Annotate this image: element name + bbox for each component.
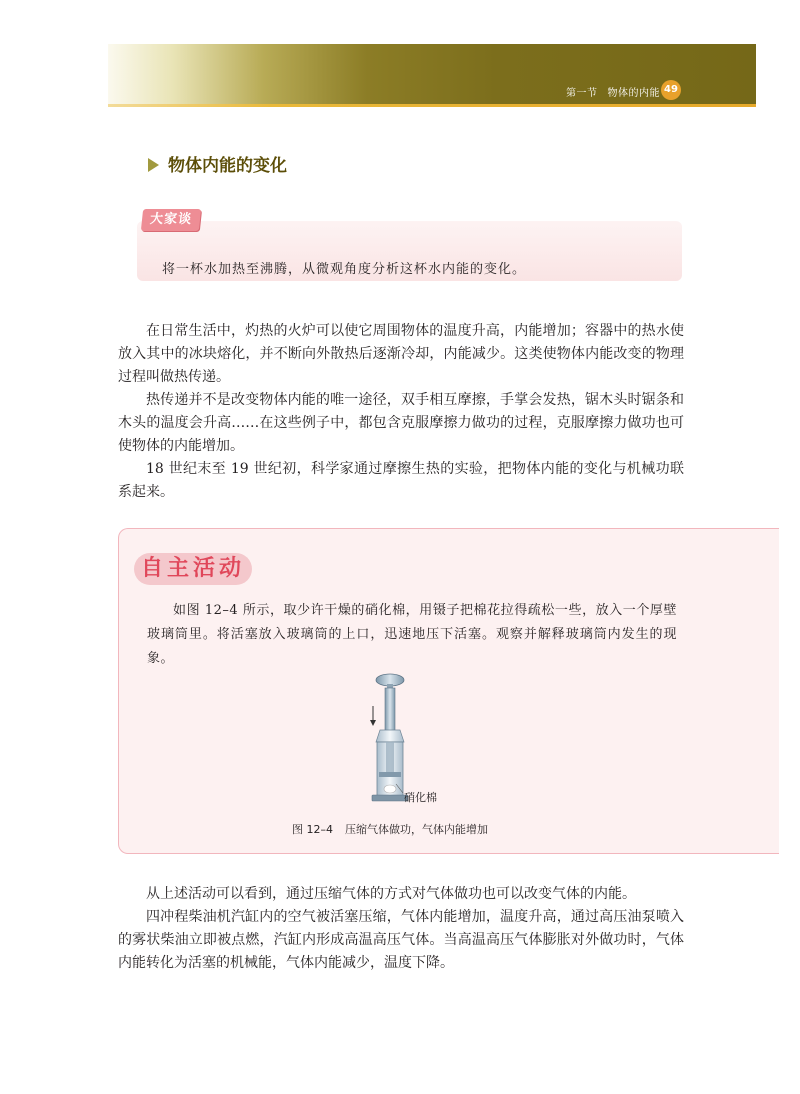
cotton-ball: [384, 785, 396, 793]
piston-head: [379, 772, 401, 777]
figure-number: 图 12–4: [292, 823, 333, 836]
figure-caption: [292, 821, 488, 837]
paragraph: 在日常生活中，灼热的火炉可以使它周围物体的温度升高，内能增加；容器中的热水使放入其中的冰块熔化，并不断向外散热后逐渐冷却，内能减少。这类使物体内能改变的物理过程叫做热传递。: [118, 323, 684, 385]
running-header: [566, 84, 660, 99]
paragraph: 18 世纪末至 19 世纪初，科学家通过摩擦生热的实验，把物体内能的变化与机械功联系起来。: [118, 461, 684, 500]
discussion-badge: 大家谈: [141, 209, 201, 231]
figure-label: 硝化棉: [404, 791, 437, 804]
paragraph: 从上述活动可以看到，通过压缩气体的方式对气体做功也可以改变气体的内能。: [146, 886, 636, 902]
cylinder-collar: [376, 730, 404, 742]
activity-text: [147, 599, 677, 671]
bottom-text: [118, 883, 684, 975]
triangle-bullet-icon: [148, 158, 159, 172]
activity-paragraph: 如图 12–4 所示，取少许干燥的硝化棉，用镊子把棉花拉得疏松一些，放入一个厚壁玻璃筒里。将活塞放入玻璃筒的上口，迅速地压下活塞。观察并解释玻璃筒内发生的现象。: [147, 603, 677, 666]
piston-cylinder-figure: [350, 668, 420, 808]
header-title: 物体的内能: [607, 88, 660, 99]
activity-badge: 自主活动: [134, 553, 252, 585]
header-rule: [108, 104, 756, 107]
body-text: [118, 320, 684, 504]
discussion-text: 将一杯水加热至沸腾，从微观角度分析这杯水内能的变化。: [162, 262, 527, 277]
paragraph: 热传递并不是改变物体内能的唯一途径，双手相互摩擦，手掌会发热，锯木头时锯条和木头的温度会升高……在这些例子中，都包含克服摩擦力做功的过程，克服摩擦力做功也可使物体的内能增加。: [118, 392, 684, 454]
section-heading: [148, 151, 287, 176]
arrowhead: [370, 720, 376, 726]
page-number: 49: [661, 80, 681, 100]
header-section: 第一节: [566, 88, 598, 99]
section-heading-text: 物体内能的变化: [168, 156, 287, 176]
figure-title: 压缩气体做功，气体内能增加: [345, 823, 488, 836]
paragraph: 四冲程柴油机汽缸内的空气被活塞压缩，气体内能增加，温度升高，通过高压油泵喷入的雾状柴油立即被点燃，汽缸内形成高温高压气体。当高温高压气体膨胀对外做功时，气体内能转化为活塞的机械能，气体内能减少，温度下降。: [118, 909, 684, 971]
piston-rod-inner: [386, 742, 394, 774]
cylinder-base: [372, 795, 408, 801]
